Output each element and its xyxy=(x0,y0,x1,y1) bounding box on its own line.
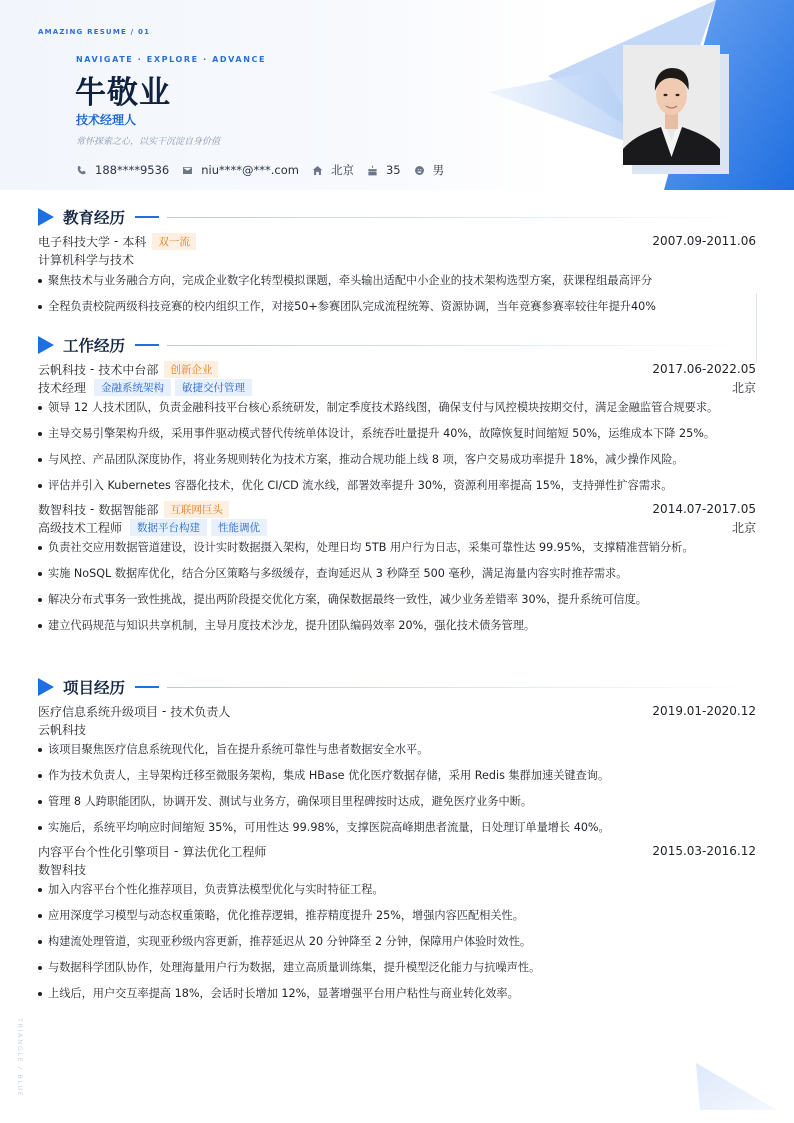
email-text: niu****@***.com xyxy=(201,163,299,177)
projects-title: 项目经历 xyxy=(63,679,126,697)
department: 数据智能部 xyxy=(98,502,159,517)
project-bullets xyxy=(38,881,756,1002)
triangle-bullet-icon xyxy=(38,336,54,354)
work-entry xyxy=(38,500,756,634)
list-item: 实施后，系统平均响应时间缩短 35%，可用性达 99.98%，支撑医院高峰期患者流量，日处理订单量增长 40%。 xyxy=(38,819,756,836)
education-heading xyxy=(38,206,756,228)
heading-rule xyxy=(167,217,756,218)
list-item: 应用深度学习模型与动态权重策略，优化推荐逻辑，推荐精度提升 25%，增强内容匹配相关性。 xyxy=(38,907,756,924)
list-item: 该项目聚焦医疗信息系统现代化，旨在提升系统可靠性与患者数据安全水平。 xyxy=(38,741,756,758)
list-item: 作为技术负责人，主导架构迁移至微服务架构，集成 HBase 优化医疗数据存储，采用 Redis 集群加速关键查询。 xyxy=(38,767,756,784)
contact-email xyxy=(182,163,299,177)
project-date: 2015.03-2016.12 xyxy=(652,844,756,858)
portrait-illustration xyxy=(623,45,720,165)
contact-gender xyxy=(414,162,445,178)
work-heading xyxy=(38,334,756,356)
home-icon xyxy=(312,165,323,176)
project-bullets xyxy=(38,741,756,836)
photo-frame xyxy=(623,45,720,165)
mail-icon xyxy=(182,165,193,176)
gender-text: 男 xyxy=(432,163,445,177)
list-item: 领导 12 人技术团队，负责金融科技平台核心系统研发，制定季度技术路线图，确保支付与风控模块按期交付，满足金融监管合规要求。 xyxy=(38,399,756,416)
list-item: 全程负责校院两级科技竞赛的校内组织工作，对接50+参赛团队完成流程统筹、资源协调，当年竞赛参赛率较往年提升40% xyxy=(38,298,756,315)
work-company-row: 数智科技 - 数据智能部 互联网巨头 2014.07-2017.05 xyxy=(38,502,756,517)
education-row: 电子科技大学 - 本科 双一流 2007.09-2011.06 xyxy=(38,234,756,249)
heading-rule xyxy=(167,687,756,688)
work-date: 2014.07-2017.05 xyxy=(652,502,756,516)
project-name: 内容平台个性化引擎项目 xyxy=(38,844,171,859)
project-date: 2019.01-2020.12 xyxy=(652,704,756,718)
education-entry xyxy=(38,232,756,315)
list-item: 建立代码规范与知识共享机制，主导月度技术沙龙，提升团队编码效率 20%，强化技术债务管理。 xyxy=(38,617,756,634)
company-name: 云帆科技 xyxy=(38,362,87,377)
project-role: 技术负责人 xyxy=(170,704,231,719)
skill-tag: 金融系统架构 xyxy=(94,379,171,396)
list-item: 构建流处理管道，实现亚秒级内容更新，推荐延迟从 20 分钟降至 2 分钟，保障用户体验时效性。 xyxy=(38,933,756,950)
project-entry xyxy=(38,702,756,836)
list-item: 评估并引入 Kubernetes 容器化技术，优化 CI/CD 流水线，部署效率提升 30%，资源利用率提高 15%，支持弹性扩容需求。 xyxy=(38,477,756,494)
skill-tag: 数据平台构建 xyxy=(130,519,207,536)
work-bullets xyxy=(38,399,756,494)
position: 高级技术工程师 xyxy=(38,520,123,535)
work-location: 北京 xyxy=(731,380,756,395)
heading-dash xyxy=(135,216,159,218)
company-badge: 创新企业 xyxy=(164,361,218,378)
contact-bar xyxy=(76,162,457,178)
avatar xyxy=(623,45,720,165)
education-section xyxy=(38,206,756,324)
education-title: 教育经历 xyxy=(63,209,126,227)
list-item: 与数据科学团队协作，处理海量用户行为数据，建立高质量训练集，提升模型泛化能力与抗噪声性。 xyxy=(38,959,756,976)
list-item: 管理 8 人跨职能团队，协调开发、测试与业务方，确保项目里程碑按时达成，避免医疗业务中断。 xyxy=(38,793,756,810)
list-item: 实施 NoSQL 数据库优化，结合分区策略与多级缓存，查询延迟从 3 秒降至 500 毫秒，满足海量内容实时推荐需求。 xyxy=(38,565,756,582)
side-tag: TRIANGLE / BLUE xyxy=(16,1018,24,1098)
list-item: 主导交易引擎架构升级，采用事件驱动模式替代传统单体设计，系统吞吐量提升 40%，故障恢复时间缩短 50%，运维成本下降 25%。 xyxy=(38,425,756,442)
tag-nav: NAVIGATE · EXPLORE · ADVANCE xyxy=(76,55,267,64)
list-item: 上线后，用户交互率提高 18%，会话时长增加 12%，显著增强平台用户粘性与商业转化效率。 xyxy=(38,985,756,1002)
candidate-motto: 常怀探索之心，以实干沉淀自身价值 xyxy=(76,137,221,147)
project-row: 医疗信息系统升级项目 - 技术负责人 2019.01-2020.12 xyxy=(38,704,756,719)
cake-icon xyxy=(367,165,378,176)
degree: 本科 xyxy=(122,234,147,249)
list-item: 与风控、产品团队深度协作，将业务规则转化为技术方案，推动合规功能上线 8 项，客户交易成功率提升 18%，减少操作风险。 xyxy=(38,451,756,468)
heading-rule xyxy=(167,345,756,346)
phone-text: 188****9536 xyxy=(95,163,170,177)
education-date: 2007.09-2011.06 xyxy=(652,234,756,248)
list-item: 负责社交应用数据管道建设，设计实时数据摄入架构，处理日均 5TB 用户行为日志，采集可靠性达 99.95%，支撑精准营销分析。 xyxy=(38,539,756,556)
triangle-bullet-icon xyxy=(38,208,54,226)
company-badge: 互联网巨头 xyxy=(164,501,229,518)
work-bullets xyxy=(38,539,756,634)
phone-icon xyxy=(76,165,87,176)
project-entry xyxy=(38,842,756,1002)
project-org-row xyxy=(38,860,756,878)
work-location: 北京 xyxy=(731,520,756,535)
project-row: 内容平台个性化引擎项目 - 算法优化工程师 2015.03-2016.12 xyxy=(38,844,756,859)
list-item: 解决分布式事务一致性挑战，提出两阶段提交优化方案，确保数据最终一致性，减少业务差错率 30%，提升系统可信度。 xyxy=(38,591,756,608)
skill-tag: 性能调优 xyxy=(211,519,267,536)
tag-top: AMAZING RESUME / 01 xyxy=(38,28,151,36)
heading-dash xyxy=(135,344,159,346)
project-role: 算法优化工程师 xyxy=(182,844,267,859)
age-text: 35 xyxy=(385,163,401,177)
work-date: 2017.06-2022.05 xyxy=(652,362,756,376)
work-entry xyxy=(38,360,756,494)
smile-icon xyxy=(414,165,425,176)
work-position-row xyxy=(38,378,756,396)
project-org: 数智科技 xyxy=(38,862,87,877)
school-badge: 双一流 xyxy=(152,233,196,250)
skill-tag: 敏捷交付管理 xyxy=(175,379,252,396)
triangle-bullet-icon xyxy=(38,678,54,696)
contact-age xyxy=(367,163,401,177)
major: 计算机科学与技术 xyxy=(38,252,135,267)
work-position-row xyxy=(38,518,756,536)
project-name: 医疗信息系统升级项目 xyxy=(38,704,159,719)
work-section xyxy=(38,334,756,643)
project-org: 云帆科技 xyxy=(38,722,87,737)
education-bullets xyxy=(38,272,756,315)
school-name: 电子科技大学 xyxy=(38,234,111,249)
list-item: 加入内容平台个性化推荐项目，负责算法模型优化与实时特征工程。 xyxy=(38,881,756,898)
contact-city xyxy=(312,162,354,178)
work-company-row: 云帆科技 - 技术中台部 创新企业 2017.06-2022.05 xyxy=(38,362,756,377)
list-item: 聚焦技术与业务融合方向，完成企业数字化转型模拟课题，牵头输出适配中小企业的技术架构选型方案，获课程组最高评分 xyxy=(38,272,756,289)
work-title: 工作经历 xyxy=(63,337,126,355)
heading-dash xyxy=(135,686,159,688)
company-name: 数智科技 xyxy=(38,502,87,517)
candidate-name: 牛敬业 xyxy=(75,75,171,111)
department: 技术中台部 xyxy=(98,362,159,377)
projects-heading xyxy=(38,676,756,698)
contact-phone xyxy=(76,163,169,177)
major-row xyxy=(38,250,756,268)
side-rule xyxy=(756,293,757,363)
position: 技术经理 xyxy=(38,380,87,395)
project-org-row xyxy=(38,720,756,738)
projects-section xyxy=(38,676,756,1011)
candidate-role: 技术经理人 xyxy=(76,113,137,127)
city-text: 北京 xyxy=(330,163,354,177)
